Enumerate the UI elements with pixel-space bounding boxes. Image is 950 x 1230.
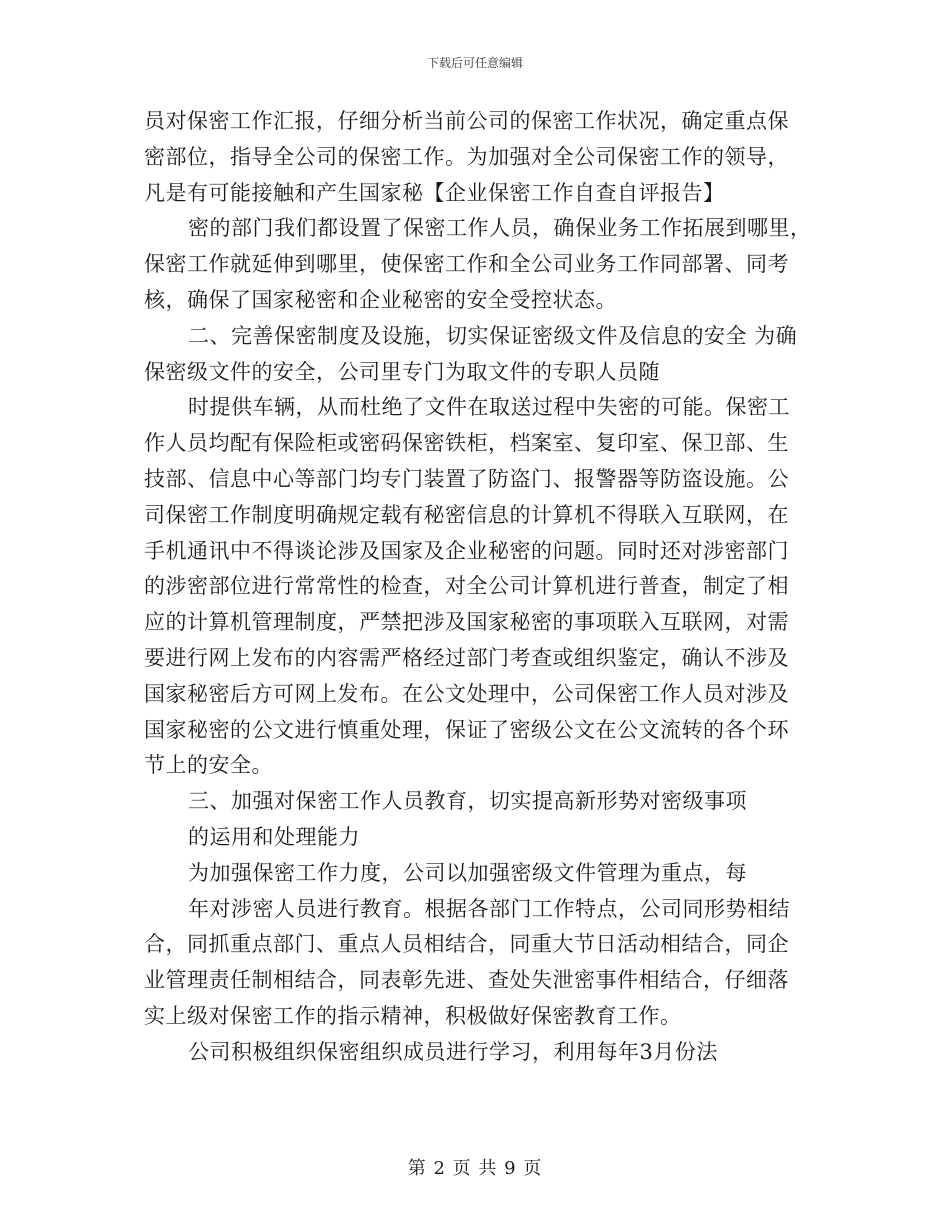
body-line: 手机通讯中不得谈论涉及国家及企业秘密的问题。同时还对涉密部门 xyxy=(144,538,789,563)
body-line: 密的部门我们都设置了保密工作人员，确保业务工作拓展到哪里， xyxy=(188,216,812,241)
page-footer: 第 2 页 共 9 页 xyxy=(407,1158,543,1179)
body-line: 实上级对保密工作的指示精神，积极做好保密教育工作。 xyxy=(144,1003,682,1028)
body-line: 业管理责任制相结合，同表彰先进、查处失泄密事件相结合，仔细落 xyxy=(144,968,789,993)
body-line: 密部位，指导全公司的保密工作。为加强对全公司保密工作的领导， xyxy=(144,144,789,169)
body-line: 应的计算机管理制度，严禁把涉及国家秘密的事项联入互联网，对需 xyxy=(144,610,789,635)
body-line: 保密工作就延伸到哪里，使保密工作和全公司业务工作同部署、同考 xyxy=(144,252,789,277)
body-line: 保密级文件的安全，公司里专门为取文件的专职人员随 xyxy=(144,359,660,384)
document-body xyxy=(144,104,812,1071)
section-heading: 三、加强对保密工作人员教育，切实提高新形势对密级事项 xyxy=(188,789,747,814)
body-line: 合，同抓重点部门、重点人员相结合，同重大节日活动相结合，同企 xyxy=(144,932,789,957)
body-line: 国家秘密后方可网上发布。在公文处理中，公司保密工作人员对涉及 xyxy=(144,681,789,706)
body-line: 公司积极组织保密组织成员进行学习，利用每年3月份法 xyxy=(188,1039,718,1064)
body-line: 国家秘密的公文进行慎重处理，保证了密级公文在公文流转的各个环 xyxy=(144,717,789,742)
body-line: 凡是有可能接触和产生国家秘【企业保密工作自查自评报告】 xyxy=(144,180,725,205)
body-line: 核，确保了国家秘密和企业秘密的安全受控状态。 xyxy=(144,287,617,312)
body-line: 节上的安全。 xyxy=(144,753,273,778)
body-line: 作人员均配有保险柜或密码保密铁柜，档案室、复印室、保卫部、生 xyxy=(144,431,789,456)
body-line: 时提供车辆，从而杜绝了文件在取送过程中失密的可能。保密工 xyxy=(188,395,790,420)
body-line: 年对涉密人员进行教育。根据各部门工作特点，公司同形势相结 xyxy=(188,896,790,921)
body-line: 为加强保密工作力度，公司以加强密级文件管理为重点，每 xyxy=(188,860,747,885)
section-heading: 的运用和处理能力 xyxy=(188,824,360,849)
section-heading: 二、完善保密制度及设施，切实保证密级文件及信息的安全 为确 xyxy=(188,323,798,348)
body-line: 技部、信息中心等部门均专门装置了防盗门、报警器等防盗设施。公 xyxy=(144,466,789,491)
body-line: 员对保密工作汇报，仔细分析当前公司的保密工作状况，确定重点保 xyxy=(144,109,789,133)
body-line: 的涉密部位进行常常性的检查，对全公司计算机进行普查，制定了相 xyxy=(144,574,789,599)
body-line: 要进行网上发布的内容需严格经过部门考查或组织鉴定，确认不涉及 xyxy=(144,645,789,670)
body-line: 司保密工作制度明确规定载有秘密信息的计算机不得联入互联网，在 xyxy=(144,502,789,527)
page-header: 下载后可任意编辑 xyxy=(426,56,523,70)
